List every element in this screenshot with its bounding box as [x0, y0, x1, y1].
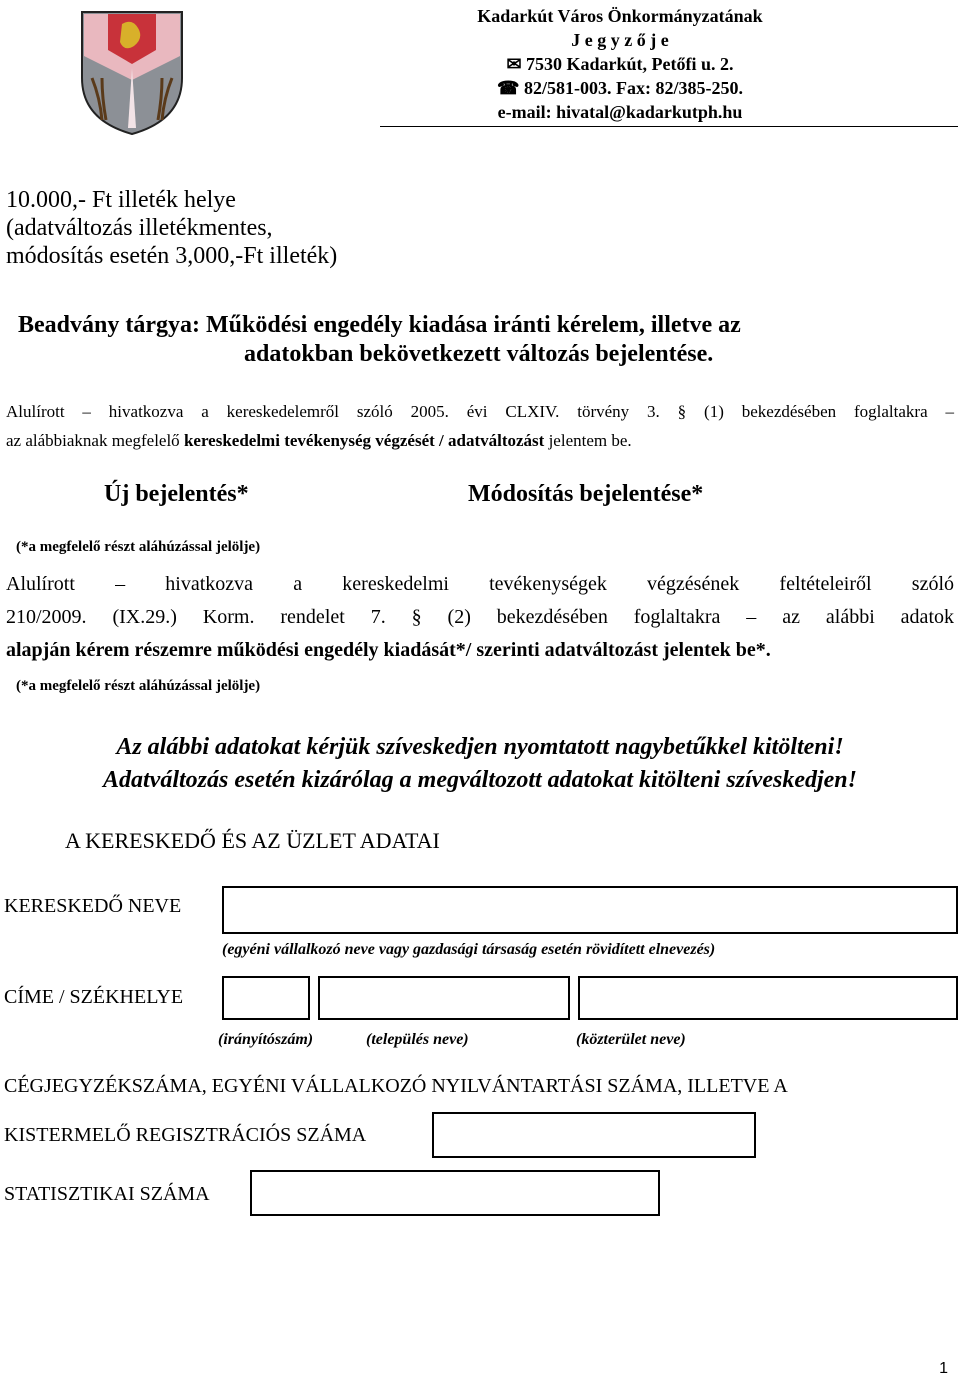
- fee-block: 10.000,- Ft illeték helye (adatváltozás illetékmentes, módosítás esetén 3,000,-Ft illeték): [6, 187, 338, 269]
- office-name: J e g y z ő j e: [571, 30, 669, 50]
- office-header: [330, 4, 910, 124]
- street-hint: (közterület neve): [576, 1031, 686, 1048]
- org-name: Kadarkút Város Önkormányzatának: [477, 6, 763, 26]
- underline-note-2: (*a megfelelő részt aláhúzással jelölje): [16, 678, 261, 694]
- trader-name-field[interactable]: [222, 886, 958, 934]
- fill-instructions: Az alábbi adatokat kérjük szíveskedjen nyomtatott nagybetűkkel kitölteni! Adatváltozás esetén kizárólag a megváltozott adatokat kitölteni szíveskedjen!: [103, 734, 857, 793]
- registration-number-field[interactable]: [432, 1112, 756, 1158]
- modification-option[interactable]: Módosítás bejelentése*: [468, 481, 704, 507]
- coat-of-arms: [78, 8, 186, 138]
- trader-name-label: KERESKEDŐ NEVE: [4, 895, 182, 917]
- email-line: e-mail: hivatal@kadarkutph.hu: [497, 102, 743, 122]
- underline-note: (*a megfelelő részt aláhúzással jelölje): [16, 539, 261, 555]
- address-label: CÍME / SZÉKHELYE: [4, 986, 184, 1008]
- address-line: ✉ 7530 Kadarkút, Petőfi u. 2.: [506, 54, 734, 74]
- zip-code-field[interactable]: [222, 976, 310, 1020]
- page-number: 1: [939, 1360, 948, 1377]
- trader-name-hint: (egyéni vállalkozó neve vagy gazdasági társaság esetén rövidített elnevezés): [222, 941, 716, 958]
- statistical-number-label: STATISZTIKAI SZÁMA: [4, 1183, 210, 1205]
- envelope-icon: ✉: [506, 54, 522, 74]
- street-field[interactable]: [578, 976, 958, 1020]
- subject-block: Beadvány tárgya: Működési engedély kiadása iránti kérelem, illetve az adatokban bekövetkezett változás bejelentése.: [18, 312, 741, 367]
- registration-label-line2: KISTERMELŐ REGISZTRÁCIÓS SZÁMA: [4, 1124, 367, 1146]
- phone-line: ☎ 82/581-003. Fax: 82/385-250.: [497, 78, 743, 98]
- request-paragraph: Alulírott – hivatkozva a kereskedelmi tevékenységek végzésének feltételeiről szóló 210/2009. (IX.29.) Korm. rendelet 7. § (2) bekezdésében foglaltakra – az alábbi adatok alapján kérem részemre működési engedély kiadását*/ szerinti adatváltozást jelentek be*.: [6, 573, 954, 661]
- new-registration-option[interactable]: Új bejelentés*: [104, 481, 249, 507]
- statistical-number-field[interactable]: [250, 1170, 660, 1216]
- zip-hint: (irányítószám): [218, 1031, 314, 1048]
- header-divider: [380, 126, 958, 127]
- city-field[interactable]: [318, 976, 570, 1020]
- section-title: A KERESKEDŐ ÉS AZ ÜZLET ADATAI: [65, 828, 440, 853]
- intro-paragraph: Alulírott – hivatkozva a kereskedelemről szóló 2005. évi CLXIV. törvény 3. § (1) bekezdésében foglaltakra – az alábbiaknak megfelelő kereskedelmi tevékenység végzését / adatváltozást jelentem be.: [6, 402, 954, 450]
- city-hint: (település neve): [366, 1031, 469, 1048]
- registration-label-line1: CÉGJEGYZÉKSZÁMA, EGYÉNI VÁLLALKOZÓ NYILVÁNTARTÁSI SZÁMA, ILLETVE A: [4, 1075, 788, 1097]
- phone-icon: ☎: [497, 78, 520, 98]
